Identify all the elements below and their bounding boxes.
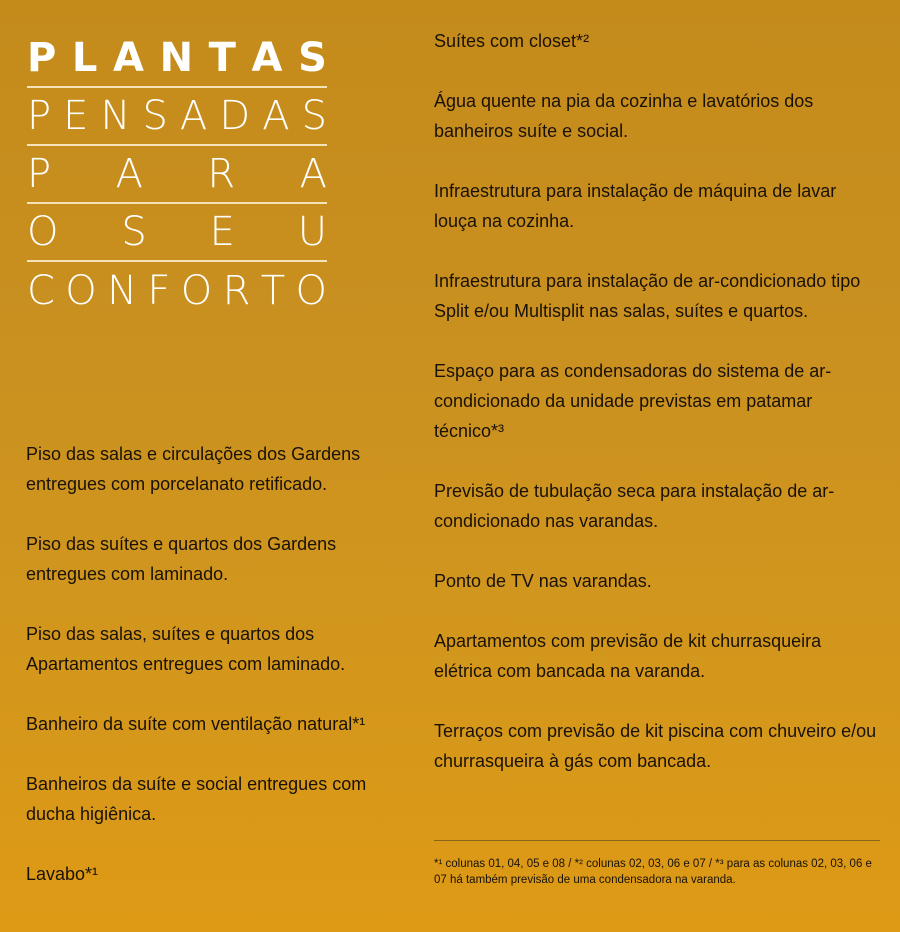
title-line-pensadas bbox=[27, 88, 327, 146]
title-line-o-seu bbox=[27, 204, 327, 262]
title-letter: P bbox=[27, 35, 57, 81]
title-letter: N bbox=[107, 268, 138, 314]
feature-item: Banheiro da suíte com ventilação natural*¹ bbox=[26, 714, 366, 734]
left-feature-list bbox=[26, 439, 406, 919]
footnote-divider bbox=[434, 840, 880, 841]
title-letter: S bbox=[298, 35, 327, 81]
title-letter: O bbox=[295, 268, 327, 314]
feature-item: Piso das salas, suítes e quartos dos Apartamentos entregues com laminado. bbox=[26, 624, 346, 674]
title-letter: U bbox=[297, 209, 327, 255]
title-line-conforto bbox=[27, 262, 327, 320]
title-letter: L bbox=[71, 35, 98, 81]
title-letter: S bbox=[142, 93, 168, 139]
title-letter: T bbox=[208, 35, 236, 81]
feature-item: Água quente na pia da cozinha e lavatórios dos banheiros suíte e social. bbox=[434, 91, 814, 141]
title-letter: S bbox=[301, 93, 327, 139]
title-letter: T bbox=[260, 268, 286, 314]
title-letter: D bbox=[219, 93, 251, 139]
right-feature-list bbox=[434, 26, 884, 806]
title-letter: N bbox=[159, 35, 194, 81]
title-letter: O bbox=[65, 268, 97, 314]
title-letter: R bbox=[222, 268, 251, 314]
feature-item: Apartamentos com previsão de kit churrasqueira elétrica com bancada na varanda. bbox=[434, 631, 822, 681]
title-letter: A bbox=[115, 151, 143, 197]
feature-item: Terraços com previsão de kit piscina com chuveiro e/ou churrasqueira à gás com bancada. bbox=[434, 721, 877, 771]
title-letter: E bbox=[209, 209, 235, 255]
title-letter: A bbox=[262, 93, 290, 139]
feature-item: Banheiros da suíte e social entregues com ducha higiênica. bbox=[26, 774, 367, 824]
feature-item: Ponto de TV nas varandas. bbox=[434, 571, 652, 591]
feature-item: Infraestrutura para instalação de máquina de lavar louça na cozinha. bbox=[434, 181, 837, 231]
feature-item: Infraestrutura para instalação de ar-condicionado tipo Split e/ou Multisplit nas salas, suítes e quartos. bbox=[434, 271, 861, 321]
title-letter: A bbox=[113, 35, 144, 81]
title-letter: N bbox=[100, 93, 131, 139]
title-line-para bbox=[27, 146, 327, 204]
title-letter: A bbox=[251, 35, 283, 81]
title-letter: E bbox=[63, 93, 89, 139]
feature-item: Espaço para as condensadoras do sistema de ar-condicionado da unidade previstas em patamar técnico*³ bbox=[434, 361, 832, 441]
title-letter: F bbox=[147, 268, 171, 314]
title-block bbox=[27, 30, 327, 320]
feature-item: Piso das salas e circulações dos Gardens entregues com porcelanato retificado. bbox=[26, 444, 361, 494]
title-letter: O bbox=[27, 209, 59, 255]
title-letter: A bbox=[299, 151, 327, 197]
title-letter: O bbox=[180, 268, 213, 314]
title-letter: P bbox=[27, 151, 52, 197]
feature-item: Piso das suítes e quartos dos Gardens entregues com laminado. bbox=[26, 534, 337, 584]
title-letter: C bbox=[27, 268, 55, 314]
title-letter: R bbox=[207, 151, 236, 197]
title-letter: A bbox=[179, 93, 208, 139]
title-letter: S bbox=[121, 209, 147, 255]
feature-item: Suítes com closet*² bbox=[434, 31, 590, 51]
title-line-plantas bbox=[27, 30, 327, 88]
feature-item: Lavabo*¹ bbox=[26, 864, 99, 884]
title-letter: P bbox=[27, 93, 52, 139]
footnote: *¹ colunas 01, 04, 05 e 08 / *² colunas 02, 03, 06 e 07 / *³ para as colunas 02, 03, 06 e 07 há também previsão de uma condensadora na varanda. bbox=[434, 858, 872, 886]
feature-item: Previsão de tubulação seca para instalação de ar-condicionado nas varandas. bbox=[434, 481, 835, 531]
